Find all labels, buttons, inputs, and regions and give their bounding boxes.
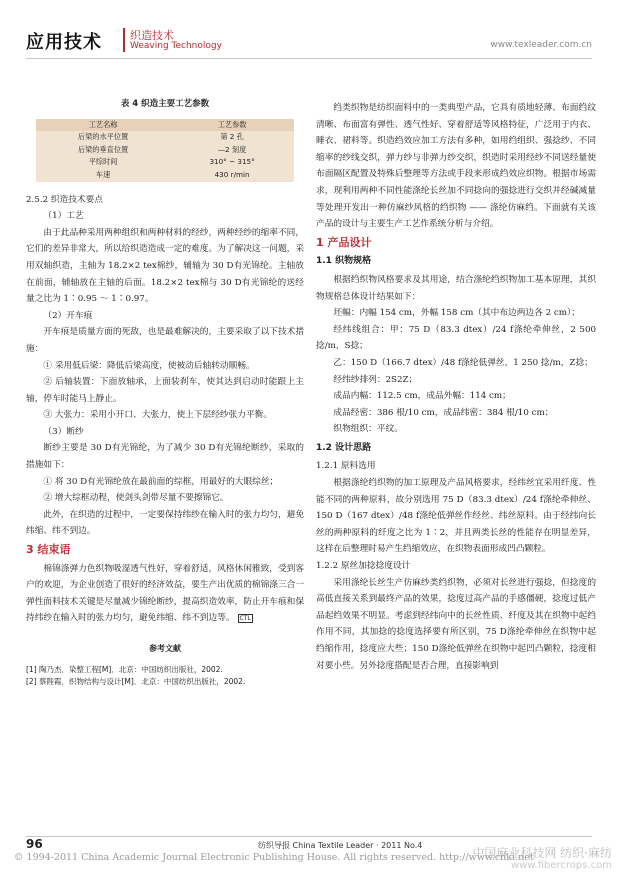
table-caption: 表 4 织造主要工艺参数 [120, 99, 210, 109]
paragraph: 开车痕是质量方面的死敌，也是最难解决的，主要采取了以下技术措施： [26, 327, 305, 354]
right-column [316, 100, 596, 674]
paragraph: 经纬纱排列：2S2Z； [333, 374, 418, 385]
paragraph: 成品经密：386 根/10 cm，成品纬密：384 根/10 cm； [333, 407, 554, 418]
paragraph: 绉类织物是纺织面料中的一类典型产品，它具有质地轻薄、布面绉纹清晰、布面富有弹性、透气性好、穿着舒适等风格特征，广泛用于内衣、睡衣、裙料等。织造绉效应加工方法有多种，如用绉组织、强捻纱、不同缩率的纱线交织，弹力纱与非弹力纱交织，织造时采用经纱不同送经量使布面隔区配置及特殊后整理等方法或手段来形成绉效应织物。根据市场需求，现利用两种不同性能涤纶长丝加不同捻向的强捻进行交织并经碱减量等处理开发出一种仿麻纱风格的绉织物 —— 涤纶仿麻绉。下面就有关该产品的设计与主要生产工艺作系统分析与介绍。 [316, 103, 596, 230]
table-row [36, 156, 294, 169]
journal-info: 纺织导报 China Textile Leader · 2011 No.4 [258, 841, 423, 850]
table-cell: 平综时间 [88, 157, 118, 167]
paragraph: 经纬线组合：甲：75 D（83.3 dtex）/24 f涤纶牵伸丝，2 500 捻/m，S捻； [316, 324, 596, 352]
paragraph: 根据涤纶绉织物的加工原理及产品风格要求，经纬丝宜采用纤度、性能不同的两种原料，故分别选用 75 D（83.3 dtex）/24 f涤纶牵伸丝、150 D（167 dtex）/48 f涤纶低弹丝作经丝、纬丝原料。由于经纬向长丝的两种原料的纤度之比为 1∶2，并且两类长丝的性能存在明显差异，这样在后整理时易产生绉缩效应，在织物表面形成凹凸颗粒。 [316, 478, 596, 555]
watermark-url: www.fibercrops.com [510, 860, 612, 871]
list-item: ③ 大张力：采用小开口、大张力，使上下层经纱张力平衡。 [43, 410, 273, 421]
page-number: 96 [26, 837, 43, 851]
paragraph: 织物组织：平纹。 [333, 424, 403, 435]
paragraph: 由于此品种采用两种组织和两种材料的经纱，两种经纱的缩率不同，它们的差异非常大，所以给织造造成一定的难度。为了解决这一问题，采用双轴织造，主轴为 18.2×2 tex棉纱，辅轴为 30 D有光锦纶。主轴放在前面，辅轴放在主轴的后面。18.2×2 tex棉与 30 D有光锦纶的送经量之比为 1∶0.95 ～ 1∶0.97。 [26, 227, 305, 305]
table-row [36, 131, 294, 144]
sub-heading: （1）工艺 [43, 211, 84, 222]
list-item: ① 采用低后梁：降低后梁高度，使被动后轴转动顺畅。 [43, 360, 255, 371]
table-row [36, 169, 294, 182]
subsubsection-heading: 1.2.1 原料选用 [316, 461, 376, 472]
watermark-cn: 中国麻业科技网 纺织·麻纺 [472, 846, 612, 860]
section-divider [123, 28, 125, 52]
paragraph: 此外，在织造的过程中，一定要保持纬纱在输入时的张力均匀，避免纬缩、纬不到边。 [26, 509, 305, 537]
table-header-cell: 工艺参数 [170, 119, 294, 132]
table-cell: 310° ~ 315° [209, 157, 255, 167]
section-heading-conclusion: 3 结束语 [26, 543, 71, 557]
subsection-heading: 1.1 织物规格 [316, 256, 372, 267]
process-table [36, 119, 294, 182]
table-header-row [36, 119, 294, 132]
header-rule [26, 58, 592, 59]
subsection-heading: 1.2 设计思路 [316, 442, 372, 453]
sub-heading: （2）开车痕 [43, 310, 93, 321]
end-mark: CTL [239, 615, 251, 623]
paragraph [26, 561, 304, 627]
table-cell: 后梁的垂直位置 [77, 144, 129, 154]
reference-item: [1] 陶乃杰．染整工程[M]．北京：中国纺织出版社，2002. [26, 664, 223, 674]
paragraph: 断纱主要是 30 D有光锦纶，为了减少 30 D有光锦纶断纱，采取的措施如下： [26, 443, 304, 471]
section-title-en: Weaving Technology [130, 41, 222, 51]
references-title: 参考文献 [149, 644, 181, 653]
section-heading-product-design: 1 产品设计 [316, 235, 372, 249]
section-title-cn: 织造技术 [130, 29, 174, 42]
subsubsection-heading: 1.2.2 原丝加捻捻度设计 [316, 561, 411, 572]
table-cell: 第 2 孔 [220, 132, 244, 142]
paragraph: 根据绉织物风格要求及其用途，结合涤纶绉织物加工基本原理，其织物规格总体设计结果如下： [316, 274, 596, 302]
list-item: ② 后轴装置：下面放轴承，上面装刹车，使其达到启动时能跟上主轴，停车时能马上静止。 [26, 377, 304, 404]
header-url[interactable]: www.texleader.com.cn [490, 40, 592, 50]
table-cell: 车速 [95, 169, 111, 179]
table-cell: 430 r/min [214, 169, 250, 179]
copyright-line: © 1994-2011 China Academic Journal Electronic Publishing House. All rights reserved. http://www.cnki.net [14, 852, 534, 863]
table-row [36, 144, 294, 157]
table-header-cell: 工艺名称 [36, 119, 170, 132]
page-header [0, 0, 618, 62]
footer-rule [26, 836, 592, 837]
table-cell: —2 刻度 [217, 144, 247, 154]
reference-item: [2] 蔡陛霞．织物结构与设计[M]．北京：中国纺织出版社，2002. [26, 676, 246, 686]
left-column [26, 96, 304, 688]
brand-title: 应用技术 [26, 32, 102, 53]
sub-heading: （3）断纱 [43, 426, 84, 437]
paragraph: 采用涤纶长丝生产仿麻纱类绉织物，必须对长丝进行强捻，但捻度的高低直接关系到最终产品的效果，捻度过高产品的手感僵硬，捻度过低产品起绉效果不明显。考虑到经纬向中的长丝性质、纤度及其在织物中起绉作用不同，其加捻的捻度选择要有所区别，75 D涤纶牵伸丝在织物中起绉缩作用，捻度应大些；150 D涤纶低弹丝在织物中起凹凸颗粒，捻度相对要小些。另外捻度搭配是否合理，直接影响到 [316, 577, 596, 671]
conclusion-text: 棉锦涤弹力色织物吸湿透气性好，穿着舒适，风格休闲雅致，受到客户的欢迎，为企业创造了很好的经济效益，要生产出优质的棉锦涤三合一弹性面料技术关键是尽量减少锦纶断纱，提高织造效率，防止开车痕和保持纬纱在输入时的张力均匀，避免纬缩、纬不到边等。 [26, 563, 305, 624]
paragraph: 坯幅：内幅 154 cm，外幅 158 cm（其中布边两边各 2 cm）； [333, 308, 580, 319]
list-item: ② 增大综框动程，使剑头剑带尽量不要擦锦它。 [43, 493, 229, 504]
paragraph: 成品内幅：112.5 cm，成品外幅：114 cm； [333, 391, 511, 402]
subsection-heading: 2.5.2 织造技术要点 [26, 194, 103, 205]
table-cell: 后梁的水平位置 [77, 132, 129, 142]
paragraph: 乙：150 D（166.7 dtex）/48 f涤纶低弹丝，1 250 捻/m，Z捻； [333, 357, 593, 368]
list-item: ① 将 30 D有光锦纶放在最前面的综框，用最好的大眼综丝； [43, 476, 279, 487]
